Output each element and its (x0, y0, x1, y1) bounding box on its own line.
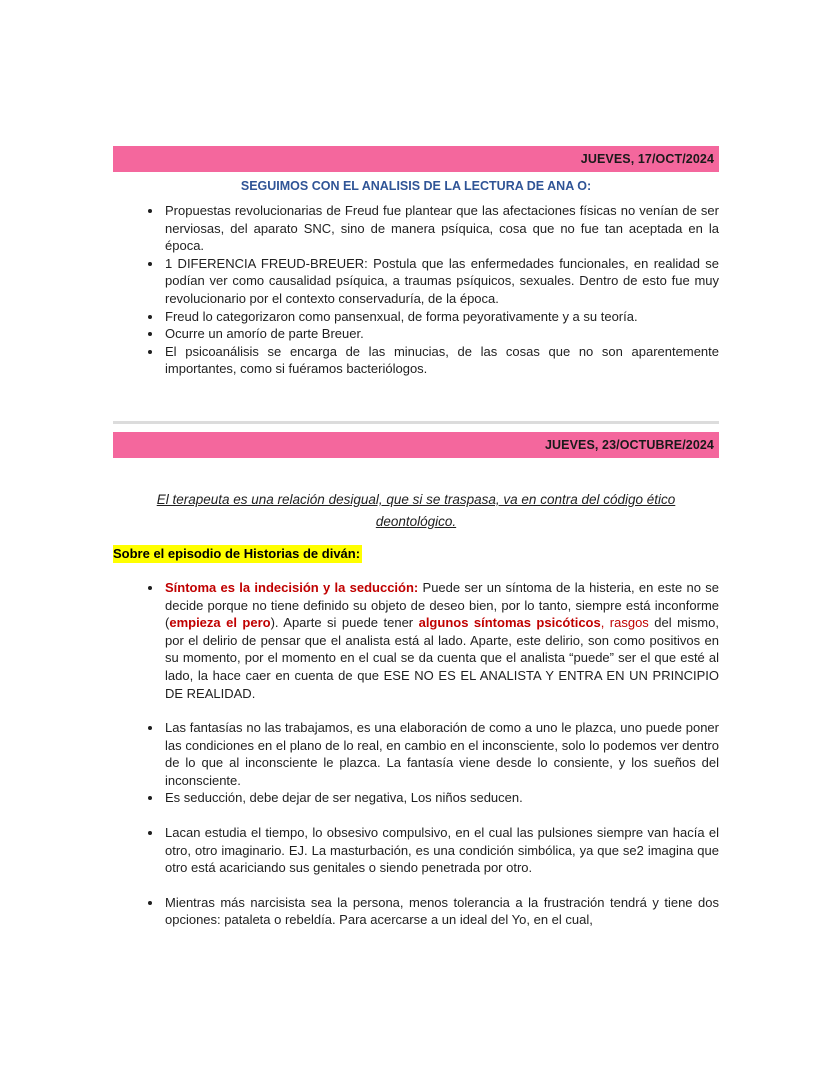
bullet-list-historias-de-divan (113, 579, 719, 929)
text-run-red-bold: Síntoma es la indecisión y la seducción: (165, 579, 419, 595)
list-item (163, 894, 719, 929)
text-run-normal: Es seducción, debe dejar de ser negativa, Los niños seducen. (165, 790, 523, 806)
banner-date: JUEVES, 17/OCT/2024 (580, 152, 714, 166)
bullet-list-lectura-ana-o (113, 202, 719, 378)
section-heading-ana-o: SEGUIMOS CON EL ANALISIS DE LA LECTURA DE ANA O: (240, 179, 592, 193)
list-item (163, 255, 719, 308)
date-banner-october-23 (113, 432, 719, 458)
highlight-text: Sobre el episodio de Historias de diván: (113, 545, 361, 561)
text-run-normal: del mismo, por el delirio de pensar que el analista está al lado. Aparte, este delirio, son como positivos en su momento, por el momento en el cual se da cuenta que el analista “puede” ser el que esté al lado, la hace caer en cuenta de que ESE NO ES EL ANALISTA Y ENTRA EN UN PRINCIPIO DE REALIDAD. (165, 615, 719, 701)
text-run-normal: El psicoanálisis se encarga de las minucias, de las cosas que no son aparentemente importantes, como si fuéramos bacteriólogos. (165, 343, 719, 377)
highlighted-heading-historias-de-divan (113, 546, 719, 561)
text-run-normal: Las fantasías no las trabajamos, es una elaboración de como a uno le plazca, uno puede poner las condiciones en el plano de lo real, en cambio en el inconsciente, solo lo podemos ver dentro de lo que al inconsciente le plazca. La fantasía viene desde lo consiente, y los sueños del inconsciente. (165, 720, 719, 788)
text-run-normal: Ocurre un amorío de parte Breuer. (165, 326, 364, 342)
quote-line-1: El terapeuta es una relación desigual, que si se traspasa, va en contra del código ético (156, 491, 676, 507)
document-content (113, 0, 719, 929)
text-run-normal: Freud lo categorizaron como pansenxual, de forma peyorativamente y a su teoría. (165, 308, 638, 324)
list-item (163, 579, 719, 702)
list-item (163, 325, 719, 343)
text-run-red-bold: empieza el pero (169, 615, 271, 631)
banner-date: JUEVES, 23/OCTUBRE/2024 (544, 437, 714, 452)
list-item (163, 719, 719, 789)
page-break-line (113, 421, 719, 424)
text-run-normal: ). Aparte si puede tener (270, 615, 419, 631)
list-item (163, 824, 719, 877)
text-run-normal: Lacan estudia el tiempo, lo obsesivo compulsivo, en el cual las pulsiones siempre van hacía el otro, otro imaginario. EJ. La masturbación, es una condición simbólica, ya que se2 imagina que otro está acariciando sus genitales o siendo penetrada por otro. (165, 825, 719, 876)
list-item (163, 308, 719, 326)
ethics-quote (113, 489, 719, 533)
text-run-red: , rasgos (600, 615, 649, 631)
text-run-red-bold: algunos síntomas psicóticos (418, 615, 601, 631)
text-run-normal: Mientras más narcisista sea la persona, menos tolerancia a la frustración tendrá y tiene dos opciones: pataleta o rebeldía. Para acercarse a un ideal del Yo, en el cual, (165, 894, 719, 928)
date-banner-october-17 (113, 146, 719, 172)
quote-line-2: deontológico. (375, 513, 457, 529)
text-run-normal: Propuestas revolucionarias de Freud fue plantear que las afectaciones físicas no venían de ser nerviosas, del aparato SNC, sino de manera psíquica, cosa que no fue tan aceptada en la época. (165, 203, 719, 254)
text-run-normal: 1 DIFERENCIA FREUD-BREUER: Postula que las enfermedades funcionales, en realidad se podían ver como causalidad psíquica, a traumas psíquicos, sexuales. Dentro de esto fue muy revolucionario por el contexto conservaduría, de la época. (165, 255, 719, 306)
text-run-normal: Puede ser un síntoma de la histeria, en este no se decide porque no tiene definido su objeto de deseo bien, por lo tanto, siempre está inconforme ( (165, 579, 719, 631)
list-item (163, 343, 719, 378)
list-item (163, 789, 719, 807)
list-item (163, 202, 719, 255)
